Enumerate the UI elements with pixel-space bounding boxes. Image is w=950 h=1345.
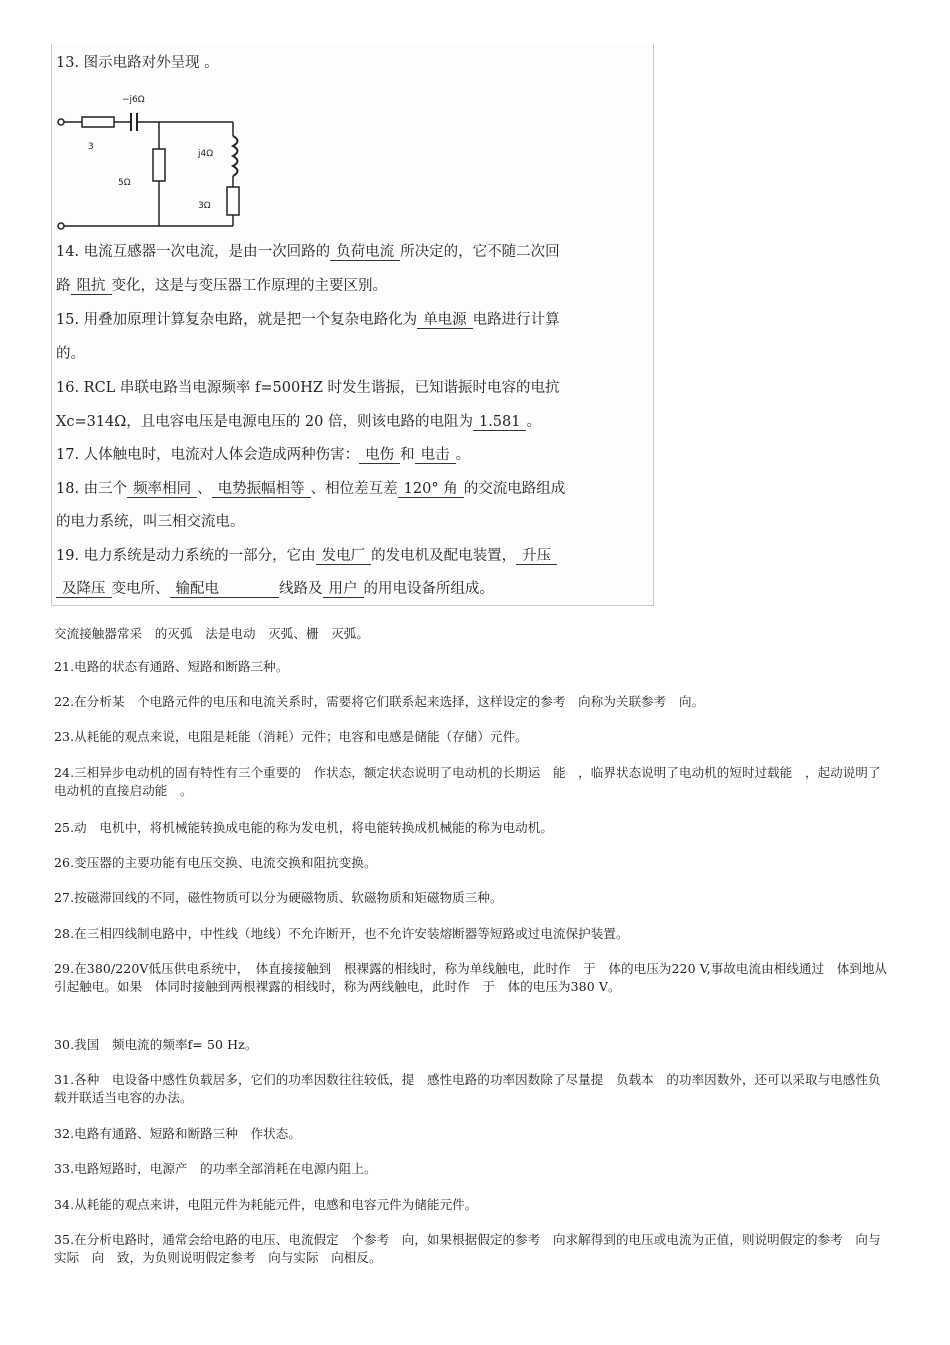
inductor-coil bbox=[233, 136, 238, 176]
paragraph-26: 26.变压器的主要功能有电压交换、电流交换和阻抗变换。 bbox=[54, 855, 377, 870]
paragraph-32: 32.电路有通路、短路和断路三种 作状态。 bbox=[54, 1126, 301, 1141]
question-17: 17. 人体触电时，电流对人体会造成两种伤害： 电伤 和 电击 。 bbox=[56, 447, 471, 463]
question-16-line-2: Xc=314Ω，且电容电压是电源电压的 20 倍，则该电路的电阻为 1.581 。 bbox=[56, 414, 541, 430]
question-19-line-1: 19. 电力系统是动力系统的一部分，它由 发电厂 的发电机及配电装置， 升压 bbox=[56, 546, 648, 566]
paragraph-30: 30.我国 频电流的频率f= 50 Hz。 bbox=[54, 1037, 258, 1052]
label-branch-resistor: 3Ω bbox=[198, 201, 211, 211]
question-15-line-2: 的。 bbox=[56, 346, 85, 362]
question-16-line-1: 16. RCL 串联电路当电源频率 f=500HZ 时发生谐振，已知谐振时电容的电抗 bbox=[56, 380, 560, 396]
question-13: 13. 图示电路对外呈现 。 bbox=[56, 55, 219, 71]
paragraph-21: 21.电路的状态有通路、短路和断路三种。 bbox=[54, 659, 289, 674]
paragraph-28: 28.在三相四线制电路中，中性线（地线）不允许断开，也不允许安装熔断器等短路或过电流保护装置。 bbox=[54, 926, 629, 941]
question-14-line-2: 路 阻抗 变化，这是与变压器工作原理的主要区别。 bbox=[56, 278, 387, 294]
paragraph-23: 23.从耗能的观点来说，电阻是耗能（消耗）元件；电容和电感是储能（存储）元件。 bbox=[54, 729, 528, 744]
circuit-diagram bbox=[52, 84, 252, 234]
terminal-bottom bbox=[58, 223, 64, 229]
question-18-line-1: 18. 由三个 频率相同 、 电势振幅相等 、相位差互差 120° 角 的交流电路组成 bbox=[56, 481, 566, 497]
paragraph-33: 33.电路短路时，电源产 的功率全部消耗在电源内阻上。 bbox=[54, 1161, 377, 1176]
series-resistor bbox=[82, 117, 114, 127]
question-18-line-2: 的电力系统，叫三相交流电。 bbox=[56, 514, 245, 530]
label-series-resistor: 3 bbox=[88, 142, 94, 152]
branch-resistor bbox=[227, 187, 239, 215]
paragraph-27: 27.按磁滞回线的不同，磁性物质可以分为硬磁物质、软磁物质和矩磁物质三种。 bbox=[54, 890, 503, 905]
scanned-excerpt bbox=[51, 44, 654, 606]
paragraph-25: 25.动 电机中，将机械能转换成电能的称为发电机，将电能转换成机械能的称为电动机。 bbox=[54, 820, 553, 835]
label-capacitor: −j6Ω bbox=[122, 95, 145, 105]
paragraph-20: 交流接触器常采 的灭弧 法是电动 灭弧、栅 灭弧。 bbox=[54, 626, 370, 641]
paragraph-35: 35.在分析电路时，通常会给电路的电压、电流假定 个参考 向，如果根据假定的参考 向求解得到的电压或电流为正值，则说明假定的参考 向与实际 向 致，为负则说明假定参考 向与实际 向相反。 bbox=[54, 1232, 881, 1265]
terminal-top bbox=[58, 119, 64, 125]
shunt-resistor bbox=[153, 149, 165, 181]
paragraph-22: 22.在分析某 个电路元件的电压和电流关系时，需要将它们联系起来选择，这样设定的参考 向称为关联参考 向。 bbox=[54, 694, 705, 709]
paragraph-31: 31.各种 电设备中感性负载居多，它们的功率因数往往较低，提 感性电路的功率因数除了尽量提 负载本 的功率因数外，还可以采取与电感性负载并联适当电容的办法。 bbox=[54, 1072, 881, 1105]
question-15-line-1: 15. 用叠加原理计算复杂电路，就是把一个复杂电路化为 单电源 电路进行计算 bbox=[56, 312, 560, 328]
paragraph-29: 29.在380/220V低压供电系统中， 体直接接触到 根裸露的相线时，称为单线触电，此时作 于 体的电压为220 V,事故电流由相线通过 体到地从 引起触电。如果 体同时接触到两根裸露的相线时，称为两线触电，此时作 于 体的电压为380 V。 bbox=[54, 961, 900, 994]
paragraph-34: 34.从耗能的观点来讲，电阻元件为耗能元件，电感和电容元件为储能元件。 bbox=[54, 1197, 478, 1212]
label-shunt-resistor: 5Ω bbox=[118, 178, 131, 188]
label-inductor: j4Ω bbox=[198, 149, 214, 159]
question-19-line-2: 及降压 变电所、 输配电 线路及 用户 的用电设备所组成。 bbox=[56, 579, 648, 599]
paragraph-24: 24.三相异步电动机的固有特性有三个重要的 作状态，额定状态说明了电动机的长期运 能 ，临界状态说明了电动机的短时过载能 ，起动说明了电动机的直接启动能 。 bbox=[54, 765, 881, 798]
question-14-line-1: 14. 电流互感器一次电流，是由一次回路的 负荷电流 所决定的，它不随二次回 bbox=[56, 244, 560, 260]
